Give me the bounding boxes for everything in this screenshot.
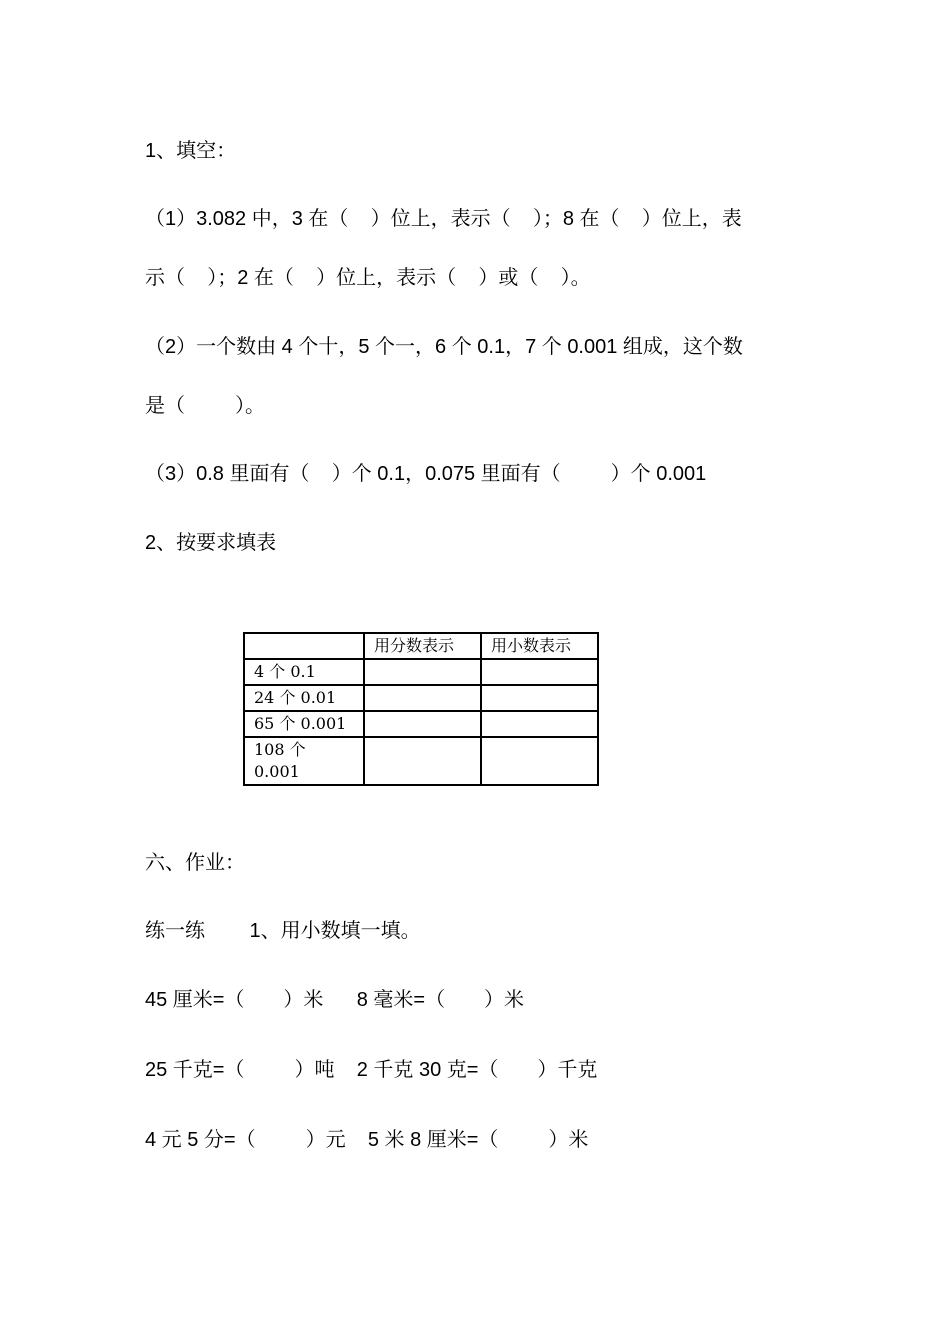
table-header-cell [244, 633, 364, 659]
practice-line-2: 25 千克=（ ）吨 2 千克 30 克=（ ）千克 [145, 1059, 598, 1081]
table-cell-fraction[interactable] [364, 685, 481, 711]
section-6-title: 六、作业： [145, 852, 245, 874]
question-2-line-1: （2）一个数由 4 个十，5 个一，6 个 0.1，7 个 0.001 组成，这个数 [145, 336, 743, 358]
practice-line-1: 45 厘米=（ ）米 8 毫米=（ ）米 [145, 989, 524, 1011]
table-cell: 24 个 0.01 [244, 685, 364, 711]
table-header-cell: 用小数表示 [481, 633, 598, 659]
table-cell-decimal[interactable] [481, 685, 598, 711]
practice-heading: 练一练 1、用小数填一填。 [145, 920, 421, 942]
table-header-row [244, 633, 598, 659]
practice-line-3: 4 元 5 分=（ ）元 5 米 8 厘米=（ ）米 [145, 1129, 589, 1151]
table-cell-decimal[interactable] [481, 711, 598, 737]
section-1-title: 1、填空： [145, 140, 237, 162]
fill-in-table [243, 632, 599, 786]
table-row [244, 685, 598, 711]
section-2-title: 2、按要求填表 [145, 532, 277, 554]
table-cell-fraction[interactable] [364, 659, 481, 685]
table-cell-decimal[interactable] [481, 737, 598, 785]
table-cell: 108 个 0.001 [244, 737, 364, 785]
table-header-cell: 用分数表示 [364, 633, 481, 659]
table-cell-decimal[interactable] [481, 659, 598, 685]
question-2-line-2: 是（ ）。 [145, 395, 266, 417]
table-cell: 4 个 0.1 [244, 659, 364, 685]
table-cell-fraction[interactable] [364, 737, 481, 785]
table-row [244, 711, 598, 737]
table-row [244, 737, 598, 785]
question-3-line: （3）0.8 里面有（ ）个 0.1，0.075 里面有（ ）个 0.001 [145, 463, 707, 485]
question-1-line-2: 示（ ）；2 在（ ）位上，表示（ ）或（ ）。 [145, 267, 591, 289]
table-cell: 65 个 0.001 [244, 711, 364, 737]
table-row [244, 659, 598, 685]
question-1-line-1: （1）3.082 中，3 在（ ）位上，表示（ ）；8 在（ ）位上，表 [145, 208, 742, 230]
table-cell-fraction[interactable] [364, 711, 481, 737]
